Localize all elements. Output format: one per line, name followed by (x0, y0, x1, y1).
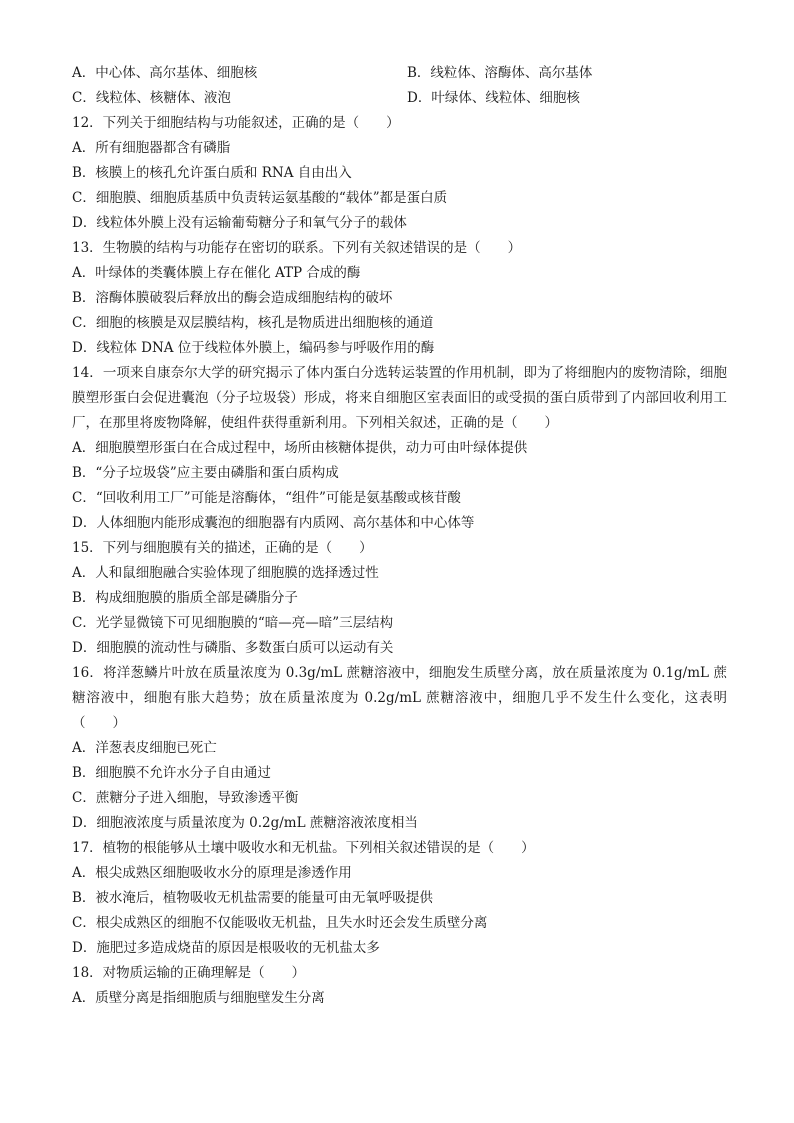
option-b: B．“分子垃圾袋”应主要由磷脂和蛋白质构成 (72, 465, 339, 481)
option-a: A．质壁分离是指细胞质与细胞壁发生分离 (72, 990, 325, 1006)
q11-option-c: C．线粒体、核糖体、液泡 (72, 90, 231, 106)
option-d: D．细胞膜的流动性与磷脂、多数蛋白质可以运动有关 (72, 640, 394, 656)
option-c: C．光学显微镜下可见细胞膜的“暗—亮—暗”三层结构 (72, 615, 394, 631)
q11-option-a: A．中心体、高尔基体、细胞核 (72, 65, 258, 81)
question-stem: 16．将洋葱鳞片叶放在质量浓度为 0.3g/mL 蔗糖溶液中，细胞发生质壁分离，放在质量浓度为 0.1g/mL 蔗糖溶液中，细胞有胀大趋势；放在质量浓度为 0.2g/mL 蔗糖溶液中，细胞几乎不发生什么变化，这表明（ ） (72, 665, 727, 731)
option-b: B．溶酶体膜破裂后释放出的酶会造成细胞结构的破坏 (72, 290, 393, 306)
option-a: A．洋葱表皮细胞已死亡 (72, 740, 217, 756)
option-d: D．施肥过多造成烧苗的原因是根吸收的无机盐太多 (72, 940, 380, 956)
q11-options-row-1 (72, 61, 727, 86)
option-c: C．细胞膜、细胞质基质中负责转运氨基酸的“载体”都是蛋白质 (72, 190, 448, 206)
question-stem: 18．对物质运输的正确理解是（ ） (72, 965, 306, 981)
option-c: C．根尖成熟区的细胞不仅能吸收无机盐，且失水时还会发生质壁分离 (72, 915, 488, 931)
option-c: C．“回收利用工厂”可能是溶酶体，“组件”可能是氨基酸或核苷酸 (72, 490, 461, 506)
q11-option-d: D．叶绿体、线粒体、细胞核 (407, 90, 580, 106)
option-a: A．所有细胞器都含有磷脂 (72, 140, 231, 156)
question-16 (72, 661, 727, 836)
option-c: C．蔗糖分子进入细胞，导致渗透平衡 (72, 790, 299, 806)
option-d: D．细胞液浓度与质量浓度为 0.2g/mL 蔗糖溶液浓度相当 (72, 815, 418, 831)
question-12 (72, 111, 727, 236)
option-a: A．细胞膜塑形蛋白在合成过程中，场所由核糖体提供，动力可由叶绿体提供 (72, 440, 528, 456)
option-c: C．细胞的核膜是双层膜结构，核孔是物质进出细胞核的通道 (72, 315, 434, 331)
question-13 (72, 236, 727, 361)
q11-option-b: B．线粒体、溶酶体、高尔基体 (407, 65, 593, 81)
question-17 (72, 836, 727, 961)
option-d: D．人体细胞内能形成囊泡的细胞器有内质网、高尔基体和中心体等 (72, 515, 475, 531)
option-a: A．叶绿体的类囊体膜上存在催化 ATP 合成的酶 (72, 265, 361, 281)
option-d: D．线粒体外膜上没有运输葡萄糖分子和氧气分子的载体 (72, 215, 407, 231)
question-stem: 12．下列关于细胞结构与功能叙述，正确的是（ ） (72, 115, 400, 131)
question-stem: 14．一项来自康奈尔大学的研究揭示了体内蛋白分选转运装置的作用机制，即为了将细胞内的废物清除，细胞膜塑形蛋白会促进囊泡（分子垃圾袋）形成，将来自细胞区室表面旧的或受损的蛋白质带到了内部回收利用工厂，在那里将废物降解，使组件获得重新利用。下列相关叙述，正确的是（ ） (72, 365, 727, 431)
option-a: A．根尖成熟区细胞吸收水分的原理是渗透作用 (72, 865, 352, 881)
question-stem: 17．植物的根能够从土壤中吸收水和无机盐。下列相关叙述错误的是（ ） (72, 840, 535, 856)
question-14 (72, 361, 727, 536)
option-b: B．细胞膜不允许水分子自由通过 (72, 765, 271, 781)
q11-options-row-2 (72, 86, 727, 111)
option-d: D．线粒体 DNA 位于线粒体外膜上，编码参与呼吸作用的酶 (72, 340, 435, 356)
question-18 (72, 961, 727, 1011)
option-b: B．被水淹后，植物吸收无机盐需要的能量可由无氧呼吸提供 (72, 890, 433, 906)
option-a: A．人和鼠细胞融合实验体现了细胞膜的选择透过性 (72, 565, 379, 581)
question-15 (72, 536, 727, 661)
option-b: B．核膜上的核孔允许蛋白质和 RNA 自由出入 (72, 165, 352, 181)
option-b: B．构成细胞膜的脂质全部是磷脂分子 (72, 590, 298, 606)
question-stem: 15．下列与细胞膜有关的描述，正确的是（ ） (72, 540, 373, 556)
question-list (72, 61, 727, 1011)
question-stem: 13．生物膜的结构与功能存在密切的联系。下列有关叙述错误的是（ ） (72, 240, 522, 256)
